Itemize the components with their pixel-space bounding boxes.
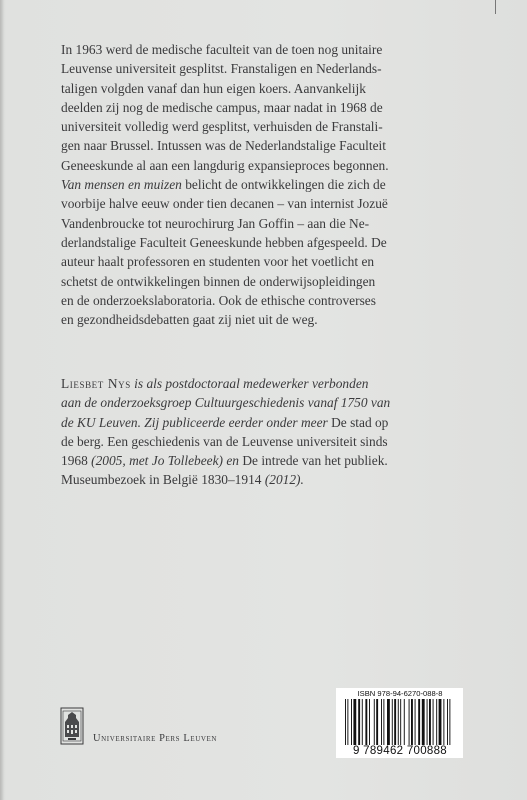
bio-text-2: (2005, met Jo Tollebeek) en <box>87 453 243 469</box>
trim-mark <box>495 0 496 14</box>
bio-book-2: De intrede van het publiek. Museumbezoek in België 1830–1914 <box>61 453 388 488</box>
author-name: Liesbet Nys <box>61 376 131 391</box>
barcode-icon <box>345 699 458 745</box>
bio-text-1: is als postdoctoraal medewerker verbonden aan de onderzoeksgroep Cultuurgeschiedenis vanaf 1750 van de KU Leuven. Zij publiceerde eerder onder meer <box>61 376 391 430</box>
bio-text-3: (2012). <box>261 472 304 488</box>
bio-book-1: De stad op de berg. Een geschiedenis van de Leuvense universiteit sinds 1968 <box>61 414 389 469</box>
spine-edge <box>0 0 4 800</box>
isbn-label: ISBN 978-94-6270-088-8 <box>357 689 443 698</box>
publisher-logo-icon <box>60 707 84 745</box>
blurb-text-part-1: In 1963 werd de medische faculteit van de toen nog unitaire Leuvense universiteit gesplitst. Franstaligen en Nederlands- taligen volgden vanaf dan hun eigen koers. Aanvankelijk deelden zij nog de medische campus, maar nadat in 1968 de universiteit volledig werd gesplitst, verhuisden de Franstali- gen naar Brussel. Intussen was de Nederlandstalige Faculteit Geneeskunde al aan een langdurig expansieproces begonnen. <box>61 42 389 173</box>
book-title: Van mensen en muizen <box>61 177 182 193</box>
publisher-name: Universitaire Pers Leuven <box>93 733 218 744</box>
author-bio <box>61 374 479 490</box>
blurb-text <box>61 40 479 329</box>
barcode-number: 9 789462 700888 <box>352 745 448 757</box>
blurb-text-part-2: belicht de ontwikkelingen die zich de voorbije halve eeuw onder tien decanen – van internist Jozuë Vandenbroucke tot neurochirurg Jan Goffin – aan die Ne- derlandstalige Faculteit Geneeskunde hebben afgespeeld. De auteur haalt professoren en studenten voor het voetlicht en schetst de ontwikkelingen binnen de onderwijsopleidingen en de onderzoekslaboratoria. Ook de ethische controverses en gezondheidsdebatten gaat zij niet uit de weg. <box>61 177 388 328</box>
